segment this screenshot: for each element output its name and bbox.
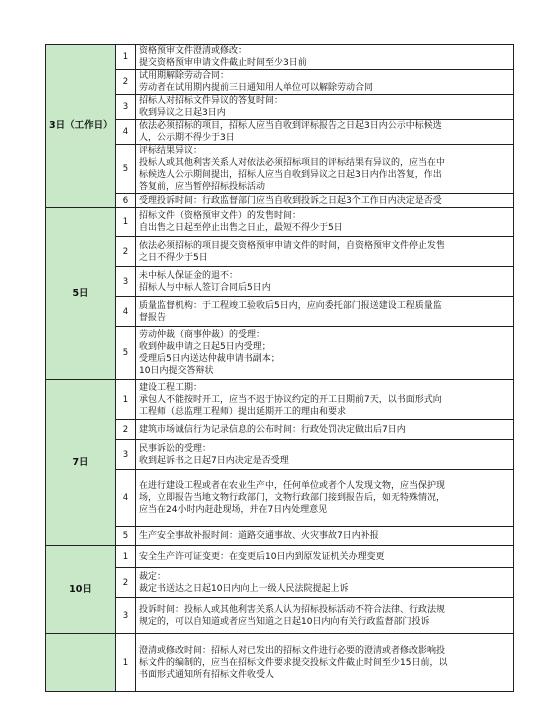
table-row [46,568,514,598]
row-text-line: 招标文件（资格预审文件）的发售时间： [139,211,302,221]
table-row [46,70,514,95]
row-text-line: 受理投诉时间：行政监督部门应当自收到投诉之日起3个工作日内决定是否受 [139,195,442,206]
row-text [136,267,514,297]
row-text-line: 应当在24小时内赶赴现场，并在7日内处理意见 [139,505,328,515]
table-row [46,95,514,120]
row-number: 2 [116,568,136,598]
table-row [46,634,514,692]
deadline-table [45,44,514,692]
row-text-line: 督报告 [139,312,167,323]
row-text [136,546,514,568]
row-number: 1 [116,546,136,568]
row-number: 2 [116,420,136,440]
row-text-line: 书面形式通知所有招标文件收受人 [139,669,275,680]
row-text-line: 投标人或其他利害关系人对依法必须招标项目的评标结果有异议的，应当在中 [139,158,446,168]
table-row [46,297,514,327]
row-number: 3 [116,440,136,470]
table-row [46,194,514,208]
row-text-line: 受理后5日内送达仲裁申请书副本； [139,354,280,364]
row-text-line: 自出售之日起至停止出售之日止，最短不得少于5日 [139,223,343,233]
row-text [136,527,514,546]
row-text-line: 依法必须招标的项目，招标人应当自收到评标报告之日起3日内公示中标候选 [139,121,442,131]
row-number: 3 [116,267,136,297]
row-text-line: 质量监督机构：于工程竣工验收后5日内，应向委托部门报送建设工程质量监 [139,300,442,311]
row-text-line: 招标人与中标人签订合同后5日内 [139,282,271,293]
group-label: 5日 [46,208,116,380]
row-text [136,297,514,327]
row-number: 4 [116,297,136,327]
table-row [46,598,514,634]
row-text-line: 建筑市场诚信行为记录信息的公布时间：行政处罚决定做出后7日内 [139,424,406,435]
row-text-line: 标文件的编制的，应当在招标文件要求提交投标文件截止时间至少15日前，以 [139,657,448,668]
row-text-line: 劳动仲裁（商事仲裁）的受理： [139,330,266,340]
table-row [46,208,514,237]
row-text-line: 答复前，应当暂停招标投标活动 [139,182,266,192]
row-text-line: 在进行建设工程或者在农业生产中，任何单位或者个人发现文物，应当保护现 [139,481,446,491]
table-row [46,120,514,145]
table-row [46,327,514,380]
row-text-line: 收到仲裁申请之日起5日内受理； [139,342,271,352]
row-text-line: 工程师（总监理工程师）提出延期开工的理由和要求 [139,406,347,417]
row-text [136,380,514,420]
row-text [136,95,514,120]
row-text-line: 收到起诉书之日起7日内决定是否受理 [139,455,289,466]
table-row [46,45,514,70]
row-text-line: 建设工程工期： [139,382,203,393]
row-text-line: 人，公示期不得少于3日 [139,133,235,143]
table-row [46,470,514,527]
row-text [136,45,514,70]
row-text-line: 之日不得少于5日 [139,252,208,263]
table-row [46,440,514,470]
row-text-line: 场，立即报告当地文物行政部门，文物行政部门接到报告后，如无特殊情况， [139,493,446,503]
row-text [136,470,514,527]
row-text [136,70,514,95]
row-number: 4 [116,120,136,145]
row-text-line: 裁定： [139,571,167,582]
row-text-line: 民事诉讼的受理： [139,443,212,454]
row-number: 6 [116,194,136,208]
row-text-line: 提交资格预审申请文件截止时间至少3日前 [139,58,307,68]
row-text [136,634,514,692]
row-text-line: 生产安全事故补报时间：道路交通事故、火灾事故7日内补报 [139,531,379,541]
row-text [136,327,514,380]
table-row [46,267,514,297]
row-text [136,598,514,634]
row-number: 3 [116,598,136,634]
row-text [136,568,514,598]
row-text-line: 澄清或修改时间：招标人对已发出的招标文件进行必要的澄清或者修改影响投 [139,645,446,656]
row-text-line: 未中标人保证金的退不： [139,270,239,281]
row-number: 5 [116,527,136,546]
row-text-line: 安全生产许可证变更：在变更后10日内到原发证机关办理变更 [139,551,385,562]
row-number: 1 [116,208,136,237]
row-number: 1 [116,45,136,70]
row-text-line: 评标结果异议： [139,146,203,156]
table-row [46,145,514,194]
row-text-line: 规定的，可以自知道或者应当知道之日起10日内向有关行政监督部门投诉 [139,616,430,627]
row-text [136,440,514,470]
row-number: 3 [116,95,136,120]
row-number: 5 [116,145,136,194]
row-number: 4 [116,470,136,527]
row-text [136,145,514,194]
row-number: 1 [116,634,136,692]
row-number: 2 [116,70,136,95]
row-text-line: 标候选人公示期间提出，招标人应当自收到异议之日起3日内作出答复，作出 [139,170,442,180]
group-label: 3日（工作日） [46,45,116,208]
document-table-sheet [45,44,513,684]
row-text-line: 裁定书送达之日起10日内向上一级人民法院提起上诉 [139,583,349,594]
row-text [136,120,514,145]
row-text [136,194,514,208]
table-row [46,420,514,440]
group-label: 10日 [46,546,116,634]
row-text-line: 投诉时间：投标人或其他利害关系人认为招标投标活动不符合法律、行政法规 [139,604,446,615]
row-text-line: 资格预审文件澄清或修改： [139,46,248,56]
table-row [46,546,514,568]
row-text [136,420,514,440]
row-text-line: 10日内提交答辩状 [139,366,214,376]
row-text-line: 劳动者在试用期内提前三日通知用人单位可以解除劳动合同 [139,83,374,93]
row-text-line: 收到异议之日起3日内 [139,108,226,118]
row-number: 5 [116,327,136,380]
table-row [46,527,514,546]
row-text [136,237,514,267]
group-label: 7日 [46,380,116,546]
row-text [136,208,514,237]
row-text-line: 承包人不能按时开工，应当不迟于协议约定的开工日期前7天，以书面形式向 [139,394,442,405]
table-row [46,237,514,267]
group-label-empty [46,634,116,692]
row-number: 2 [116,237,136,267]
row-number: 1 [116,380,136,420]
row-text-line: 依法必须招标的项目提交资格预审申请文件的时间，自资格预审文件停止发售 [139,240,446,251]
row-text-line: 试用期解除劳动合同： [139,71,230,81]
row-text-line: 招标人对招标文件异议的答复时间： [139,96,284,106]
table-row [46,380,514,420]
